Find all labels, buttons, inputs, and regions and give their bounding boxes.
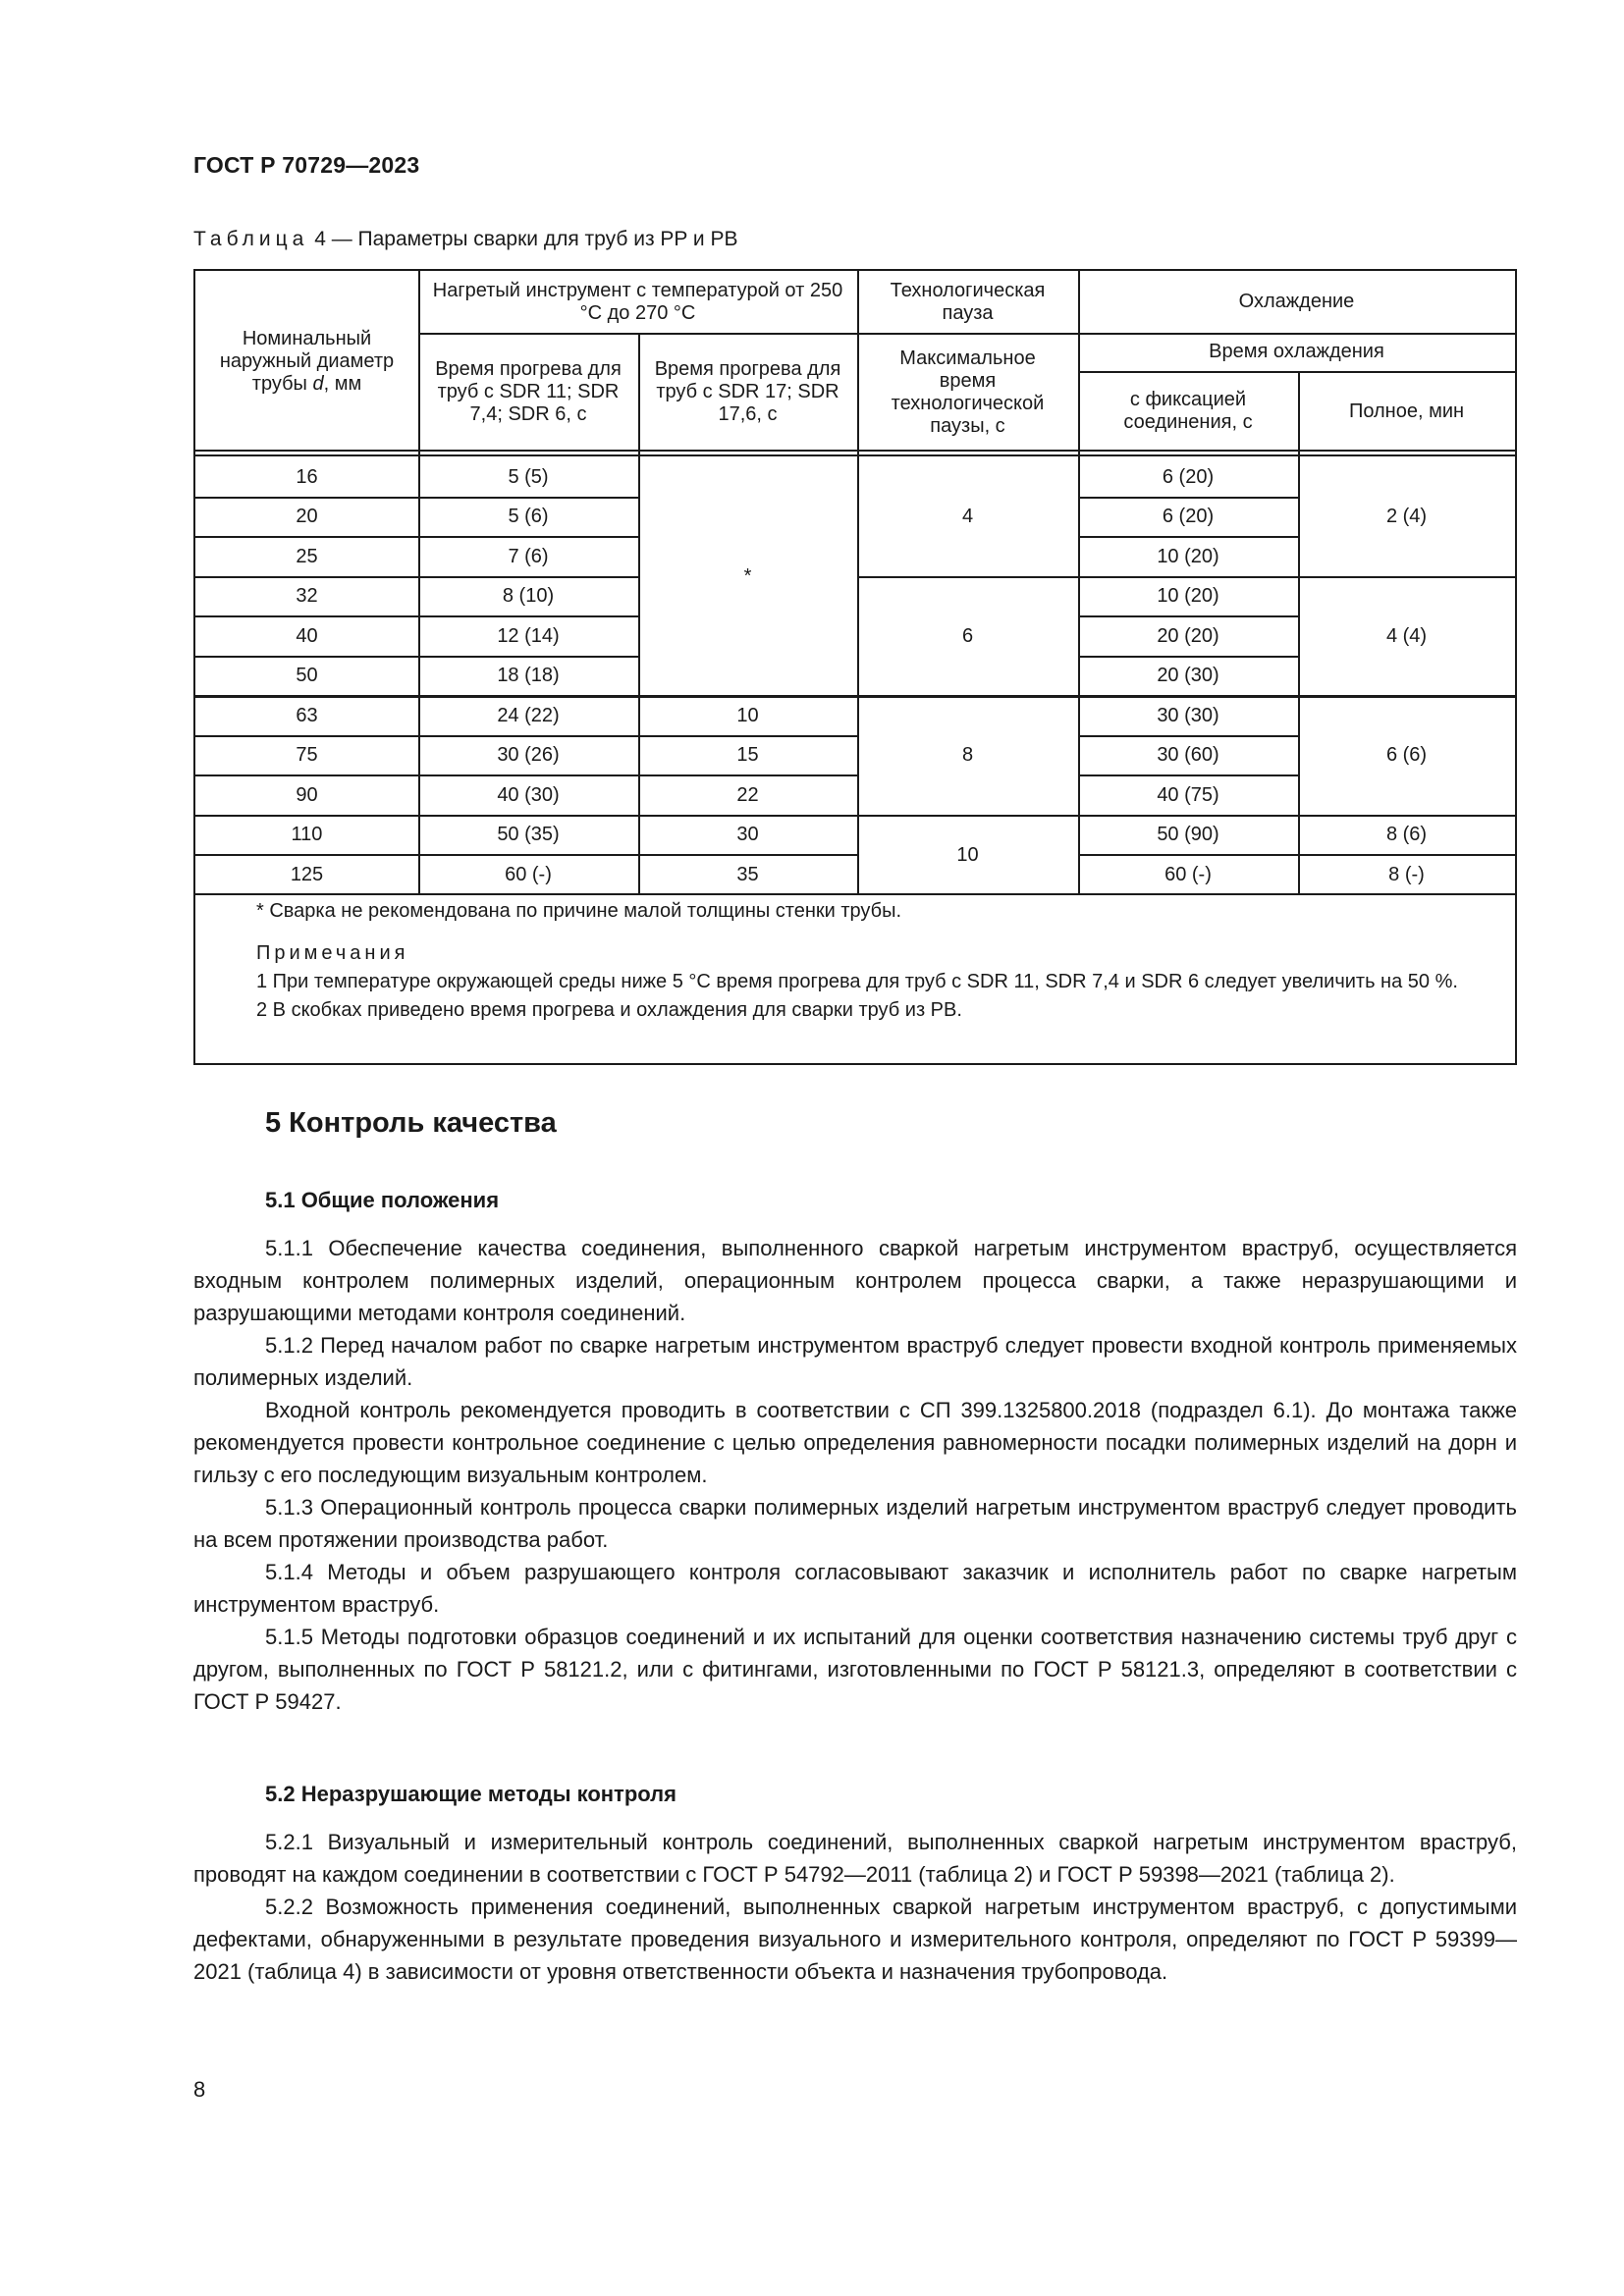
cell-heat-sdr17: 30 [736, 824, 759, 845]
divider [1078, 536, 1298, 538]
header-diameter [195, 271, 418, 452]
divider [1078, 371, 1515, 373]
table-caption [193, 228, 737, 251]
cell-cooling-full: 6 (6) [1385, 744, 1428, 766]
cell-heat-sdr11: 24 (22) [497, 704, 560, 726]
header-diameter-line1: Номинальный [242, 327, 372, 349]
page-number: 8 [193, 2077, 206, 2102]
cell-cooling-fixed: 30 (60) [1157, 744, 1219, 766]
document-id: ГОСТ Р 70729—2023 [193, 152, 420, 178]
section-5-2-body [193, 1826, 1517, 1988]
subsection-heading-5-1: 5.1 Общие положения [265, 1188, 500, 1212]
divider [1078, 656, 1298, 658]
cell-diameter: 20 [296, 506, 318, 527]
divider [857, 576, 1515, 578]
header-diameter-text [220, 328, 394, 396]
header-heated-tool: Нагретый инструмент с температурой от 250 °С до 270 °С [432, 279, 843, 324]
cell-max-pause: 4 [961, 506, 974, 527]
divider [1078, 735, 1298, 737]
header-cooling-time: Время охлаждения [1209, 341, 1384, 362]
notes-title: Примечания [256, 942, 409, 964]
cell-heat-sdr11: 5 (6) [508, 506, 549, 527]
cell-max-pause: 6 [961, 624, 974, 647]
cell-cooling-full: 2 (4) [1385, 506, 1428, 527]
divider [195, 656, 638, 658]
divider [1078, 774, 1298, 776]
cell-heat-sdr11: 12 (14) [497, 624, 560, 647]
cell-heat-sdr17: 10 [736, 704, 759, 726]
cell-diameter: 125 [290, 863, 324, 885]
cell-cooling-fixed: 10 (20) [1157, 585, 1219, 607]
cell-cooling-fixed: 40 (75) [1157, 783, 1219, 806]
cell-cooling-full: 8 (-) [1388, 863, 1425, 885]
cell-diameter: 16 [296, 465, 318, 488]
cell-cooling-fixed: 6 (20) [1162, 465, 1215, 488]
header-diameter-symbol: d [312, 372, 324, 395]
cell-heat-sdr17: 15 [736, 744, 759, 766]
cell-heat-sdr11: 30 (26) [497, 744, 560, 766]
divider [195, 695, 1515, 698]
section-heading: 5 Контроль качества [265, 1107, 557, 1139]
cell-cooling-fixed: 60 (-) [1164, 863, 1212, 885]
divider [195, 815, 1515, 817]
cell-diameter: 25 [296, 545, 318, 567]
table-caption-title: 4 — Параметры сварки для труб из PP и PB [314, 228, 738, 250]
cell-max-pause: 10 [956, 843, 979, 866]
cell-cooling-fixed: 30 (30) [1157, 704, 1219, 726]
cell-heat-sdr17-not-recommended: * [743, 565, 752, 587]
paragraph: 5.1.1 Обеспечение качества соединения, выполненного сваркой нагретым инструментом враструб, осуществляется входным контролем полимерных изделий, операционным контролем процесса сварки, а также неразрушающими и разрушающими методами контроля соединений. [193, 1236, 1517, 1325]
divider [195, 497, 638, 499]
divider [1078, 854, 1515, 856]
divider [195, 536, 638, 538]
cell-cooling-full: 8 (6) [1385, 824, 1428, 845]
cell-diameter: 63 [296, 704, 318, 726]
header-diameter-line3a: трубы [251, 372, 313, 395]
header-heat-sdr17: Время прогрева для труб с SDR 17; SDR 17,6, с [654, 358, 841, 425]
divider [1078, 497, 1298, 499]
divider [195, 615, 638, 617]
cell-heat-sdr11: 50 (35) [497, 824, 560, 845]
cell-diameter: 40 [296, 624, 318, 647]
cell-diameter: 32 [296, 585, 318, 607]
cell-heat-sdr17: 22 [736, 783, 759, 806]
cell-cooling-fixed: 20 (20) [1157, 624, 1219, 647]
cell-heat-sdr17: 35 [736, 863, 759, 885]
paragraph: 5.1.4 Методы и объем разрушающего контроля согласовывают заказчик и исполнитель работ по сварке нагретым инструментом враструб. [193, 1560, 1517, 1617]
cell-max-pause: 8 [961, 744, 974, 766]
cell-cooling-full: 4 (4) [1385, 624, 1428, 647]
subsection-heading-5-2: 5.2 Неразрушающие методы контроля [265, 1782, 677, 1806]
cell-heat-sdr11: 40 (30) [497, 783, 560, 806]
cell-diameter: 50 [296, 665, 318, 686]
divider [195, 854, 857, 856]
table-footnote: * Сварка не рекомендована по причине малой толщины стенки трубы. [256, 900, 902, 922]
cell-heat-sdr11: 7 (6) [508, 545, 549, 567]
divider [195, 450, 1515, 452]
table-caption-label: Таблица [193, 228, 309, 250]
table-notes [195, 895, 1515, 1025]
divider [195, 576, 638, 578]
divider [418, 333, 1515, 335]
header-diameter-unit: , мм [323, 372, 362, 395]
header-heat-sdr11: Время прогрева для труб с SDR 11; SDR 7,4; SDR 6, с [435, 358, 622, 425]
cell-diameter: 75 [296, 744, 318, 766]
paragraph: 5.2.2 Возможность применения соединений, выполненных сваркой нагретым инструментом враструб, с допустимыми дефектами, обнаруженными в результате проведения визуального и измерительного контроля, определяют по ГОСТ Р 59399—2021 (таблица 4) в зависимости от уровня ответственности объекта и назначения трубопровода. [193, 1895, 1517, 1984]
cell-heat-sdr11: 8 (10) [502, 585, 555, 607]
note-2: 2 В скобках приведено время прогрева и охлаждения для сварки труб из PB. [256, 999, 962, 1021]
cell-diameter: 110 [291, 824, 323, 845]
paragraph: 5.1.2 Перед началом работ по сварке нагретым инструментом враструб следует провести входной контроль применяемых полимерных изделий. [193, 1333, 1517, 1390]
paragraph: 5.1.5 Методы подготовки образцов соединений и их испытаний для оценки соответствия назначению системы труб друг с другом, выполненных по ГОСТ Р 58121.2, или с фитингами, изготовленными по ГОСТ Р 58121.3, определяют в соответствии с ГОСТ Р 59427. [193, 1625, 1517, 1714]
header-cooling-full: Полное, мин [1348, 400, 1465, 422]
cell-diameter: 90 [296, 783, 318, 806]
welding-parameters-table [193, 269, 1517, 1065]
divider [195, 735, 857, 737]
header-tech-pause: Технологическая пауза [890, 279, 1046, 324]
cell-heat-sdr11: 18 (18) [497, 665, 560, 686]
divider [195, 454, 1515, 456]
cell-cooling-fixed: 50 (90) [1157, 824, 1219, 845]
divider [195, 774, 857, 776]
header-diameter-line2: наружный диаметр [219, 349, 395, 372]
cell-cooling-fixed: 6 (20) [1162, 506, 1215, 527]
cell-heat-sdr11: 60 (-) [505, 863, 552, 885]
cell-heat-sdr11: 5 (5) [508, 465, 549, 488]
header-cooling-fixed: с фиксацией соединения, с [1123, 389, 1253, 433]
section-5-1-body [193, 1232, 1517, 1718]
note-1: 1 При температуре окружающей среды ниже 5 °С время прогрева для труб с SDR 11, SDR 7,4 и SDR 6 следует увеличить на 50 %. [256, 971, 1458, 992]
cell-cooling-fixed: 10 (20) [1157, 545, 1219, 567]
paragraph: 5.1.3 Операционный контроль процесса сварки полимерных изделий нагретым инструментом враструб следует проводить на всем протяжении производства работ. [193, 1495, 1517, 1552]
cell-cooling-fixed: 20 (30) [1157, 665, 1219, 686]
paragraph: Входной контроль рекомендуется проводить в соответствии с СП 399.1325800.2018 (подраздел 6.1). До монтажа также рекомендуется провести контрольное соединение с целью определения равномерности посадки полимерных изделий на дорн и гильзу с его последующим визуальным контролем. [193, 1398, 1517, 1487]
header-cooling: Охлаждение [1238, 291, 1355, 312]
header-max-pause: Максимальное время технологической паузы, с [891, 347, 1045, 437]
paragraph: 5.2.1 Визуальный и измерительный контроль соединений, выполненных сваркой нагретым инструментом враструб, проводят на каждом соединении в соответствии с ГОСТ Р 54792—2011 (таблица 2) и ГОСТ Р 59398—2021 (таблица 2). [193, 1830, 1517, 1887]
divider [1078, 615, 1298, 617]
